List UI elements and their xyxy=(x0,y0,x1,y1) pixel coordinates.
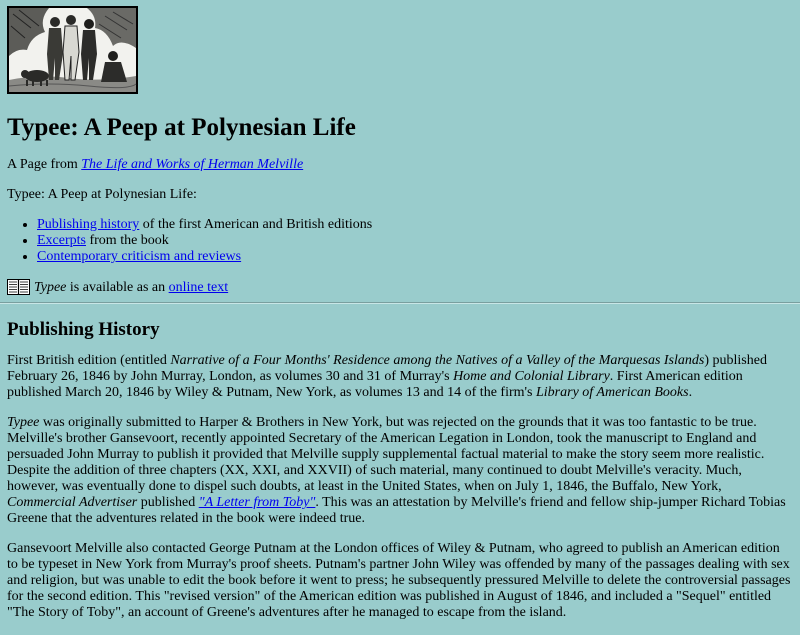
online-text-link[interactable]: online text xyxy=(168,280,229,295)
publishing-history-heading: Publishing History xyxy=(7,319,160,340)
intro-line: Typee: A Peep at Polynesian Life: xyxy=(7,187,197,202)
toc-item-publishing-history: • Publishing history of the first American and British editions xyxy=(37,217,793,233)
toc-item-excerpts: • Excerpts from the book xyxy=(37,233,793,249)
table-of-contents xyxy=(7,217,793,265)
publishing-paragraph-3: Gansevoort Melville also contacted George Putnam at the London offices of Wiley & Putnam, who agreed to publish an American edition to be typeset in New York from Murray's proof sheets. Putnam's partner John Wiley was offended by many of the passages dealing with sex and religion, but was unable to edit the book before it went to press; he subsequently pressured Melville to delete the controversial passages for the second edition. This "revised version" of the American edition was published in August of 1846, and included a "Sequel" entitled "The Story of Toby", an account of Greene's adventures after he managed to escape from the island. xyxy=(7,541,791,620)
engraving-illustration xyxy=(7,6,138,94)
online-text-availability: Typee is available as an online text xyxy=(7,278,793,296)
page-content xyxy=(7,6,793,635)
open-book-icon xyxy=(7,278,30,296)
section-divider xyxy=(0,302,800,304)
publishing-history-link[interactable]: Publishing history xyxy=(37,217,140,232)
toc-item-criticism xyxy=(37,249,793,265)
publishing-paragraph-1: First British edition (entitled Narrative of a Four Months' Residence among the Natives of a Valley of the Marquesas Islands) published February 26, 1846 by John Murray, London, as volumes 30 and 31 of Murray's Home and Colonial Library. First American edition published March 20, 1846 by Wiley & Putnam, New York, as volumes 13 and 14 of the firm's Library of American Books. xyxy=(7,353,767,400)
page-title: Typee: A Peep at Polynesian Life xyxy=(7,114,356,141)
excerpts-link[interactable]: Excerpts xyxy=(37,233,86,248)
criticism-reviews-link[interactable]: Contemporary criticism and reviews xyxy=(37,249,242,264)
source-line xyxy=(7,157,793,173)
typee-title: Typee xyxy=(34,280,67,295)
publishing-paragraph-2: Typee was originally submitted to Harper & Brothers in New York, but was rejected on the grounds that it was too fantastic to be true. Melville's brother Gansevoort, recently appointed Secretary of the American Legation in London, took the manuscript to England and persuaded John Murray to publish it provided that Melville supply supplemental factual material to make the story seem more realistic. Despite the addition of three chapters (XX, XXI, and XXVII) of such material, many continued to doubt Melville's veracity. Much, however, was eventually done to dispel such doubts, at least in the United States, when on July 1, 1846, the Buffalo, New York, Commercial Advertiser published "A Letter from Toby". This was an attestation by Melville's friend and fellow ship-jumper Richard Tobias Greene that the adventures related in the book were indeed true. xyxy=(7,415,786,526)
source-prefix: A Page from xyxy=(7,157,82,172)
letter-from-toby-link[interactable]: "A Letter from Toby" xyxy=(198,495,316,510)
life-and-works-link[interactable]: The Life and Works of Herman Melville xyxy=(81,157,304,172)
